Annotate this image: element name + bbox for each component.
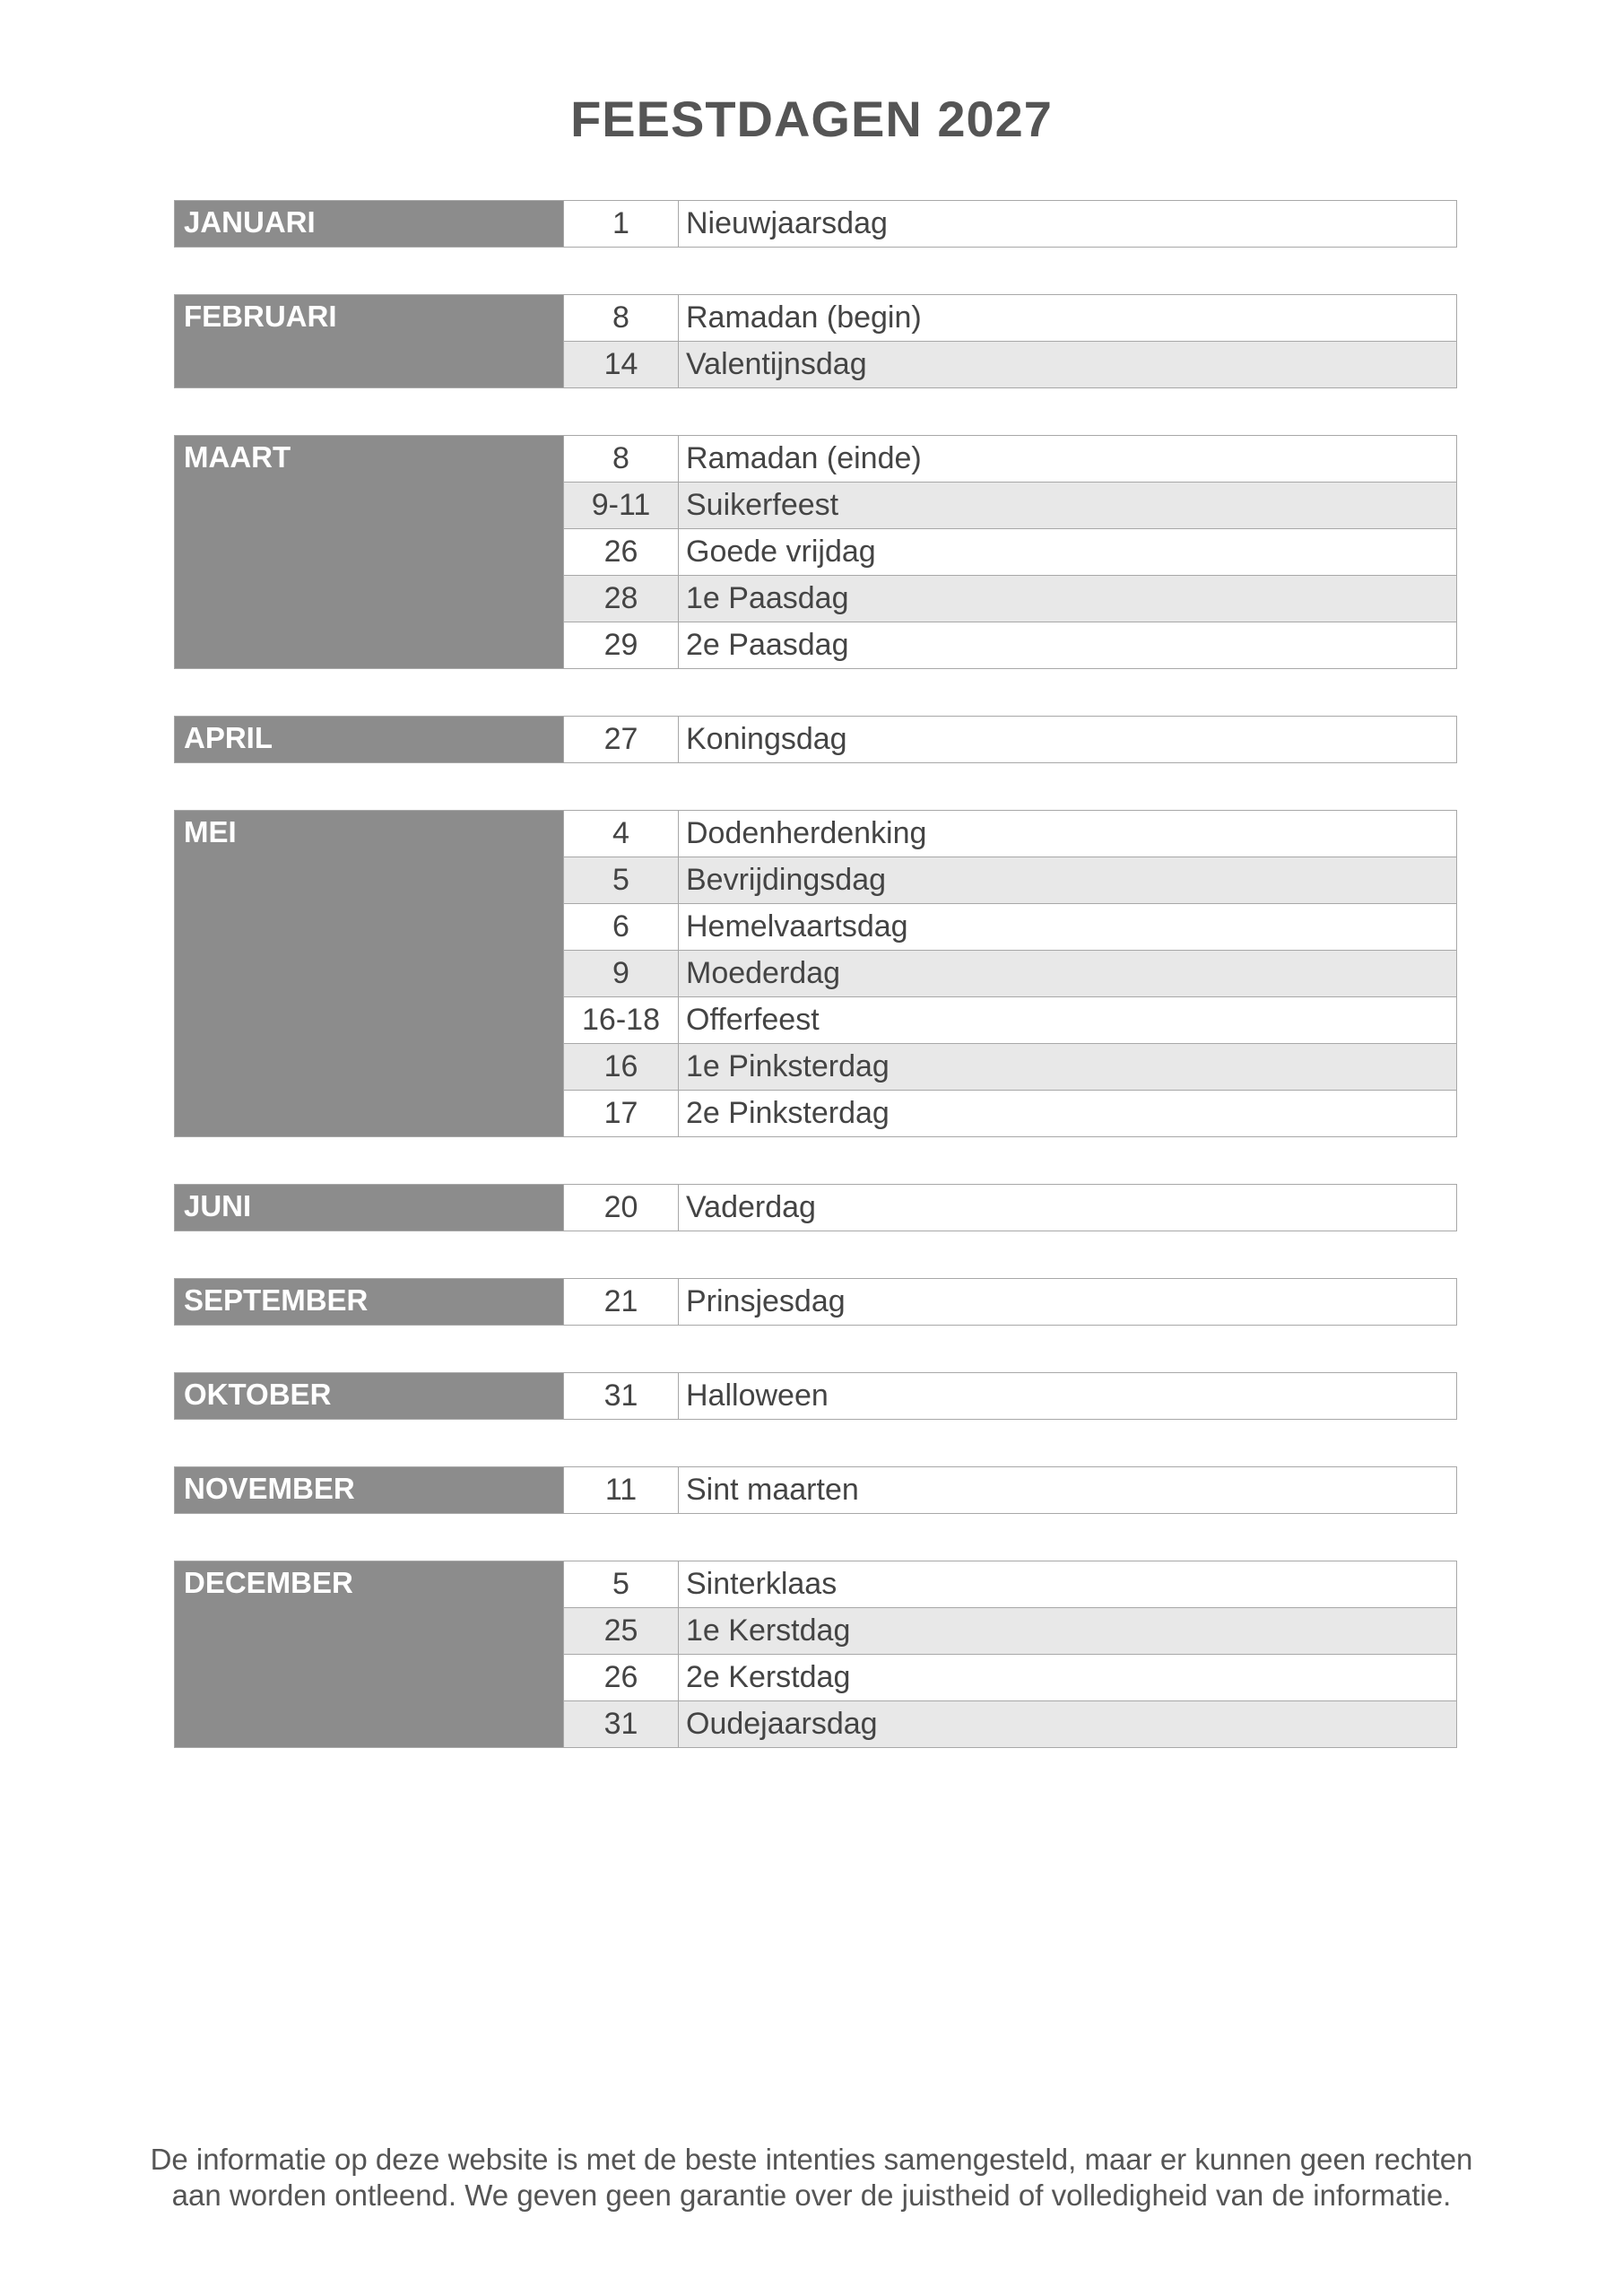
month-name: OKTOBER <box>175 1373 564 1419</box>
holiday-name: Prinsjesdag <box>686 1284 846 1318</box>
holiday-name: Koningsdag <box>686 722 847 756</box>
holiday-name: Ramadan (einde) <box>686 441 922 475</box>
holiday-row <box>564 529 1456 576</box>
holiday-list <box>564 1561 1456 1747</box>
holiday-row <box>564 1044 1456 1091</box>
holiday-day: 11 <box>564 1467 679 1513</box>
month-name: JANUARI <box>175 201 564 247</box>
holiday-name: Offerfeest <box>686 1003 820 1037</box>
holiday-name: Dodenherdenking <box>686 816 927 850</box>
holiday-row <box>564 622 1456 668</box>
holiday-name: Goede vrijdag <box>686 535 876 569</box>
holiday-table <box>174 200 1457 1795</box>
holiday-row <box>564 201 1456 247</box>
holiday-day: 8 <box>564 295 679 341</box>
holiday-name: Sint maarten <box>686 1473 859 1507</box>
month-block-mei <box>174 810 1457 1137</box>
holiday-row <box>564 436 1456 483</box>
holiday-name: 2e Paasdag <box>686 628 849 662</box>
holiday-day: 31 <box>564 1701 679 1747</box>
holiday-name: Hemelvaartsdag <box>686 909 908 944</box>
holiday-day: 20 <box>564 1185 679 1231</box>
holiday-list <box>564 436 1456 668</box>
holiday-day: 1 <box>564 201 679 247</box>
month-block-december <box>174 1561 1457 1748</box>
holiday-list <box>564 1185 1456 1231</box>
disclaimer-line-2: aan worden ontleend. We geven geen garantie over de juistheid of volledigheid van de informatie. <box>171 2179 1452 2212</box>
month-block-oktober <box>174 1372 1457 1420</box>
month-name: FEBRUARI <box>175 295 564 387</box>
month-block-juni <box>174 1184 1457 1231</box>
month-name: NOVEMBER <box>175 1467 564 1513</box>
holiday-name: Suikerfeest <box>686 488 839 522</box>
month-name: APRIL <box>175 717 564 762</box>
holiday-row <box>564 1279 1456 1325</box>
holiday-day: 6 <box>564 904 679 950</box>
holiday-row <box>564 811 1456 857</box>
holiday-day: 26 <box>564 529 679 575</box>
holiday-name: 1e Paasdag <box>686 581 849 615</box>
holiday-row <box>564 1655 1456 1701</box>
holiday-name: Halloween <box>686 1378 829 1413</box>
holiday-day: 9-11 <box>564 483 679 528</box>
holiday-name: 2e Pinksterdag <box>686 1096 890 1130</box>
holiday-row <box>564 1561 1456 1608</box>
holiday-day: 17 <box>564 1091 679 1136</box>
month-block-januari <box>174 200 1457 248</box>
month-name: JUNI <box>175 1185 564 1231</box>
holiday-day: 14 <box>564 342 679 387</box>
holiday-row <box>564 1185 1456 1231</box>
holiday-list <box>564 295 1456 387</box>
holiday-list <box>564 717 1456 762</box>
holiday-name: 1e Pinksterdag <box>686 1049 890 1083</box>
holiday-row <box>564 904 1456 951</box>
holiday-day: 25 <box>564 1608 679 1654</box>
month-block-februari <box>174 294 1457 388</box>
holiday-day: 26 <box>564 1655 679 1700</box>
holiday-name: 1e Kerstdag <box>686 1613 851 1648</box>
holiday-day: 4 <box>564 811 679 857</box>
holiday-day: 5 <box>564 1561 679 1607</box>
holiday-day: 9 <box>564 951 679 996</box>
holiday-day: 29 <box>564 622 679 668</box>
holiday-name: Vaderdag <box>686 1190 816 1224</box>
month-name: DECEMBER <box>175 1561 564 1747</box>
holiday-list <box>564 1467 1456 1513</box>
holiday-row <box>564 342 1456 387</box>
holiday-row <box>564 1373 1456 1419</box>
holiday-name: Bevrijdingsdag <box>686 863 887 897</box>
month-block-september <box>174 1278 1457 1326</box>
holiday-row <box>564 576 1456 622</box>
holiday-name: 2e Kerstdag <box>686 1660 851 1694</box>
holiday-name: Moederdag <box>686 956 841 990</box>
holiday-row <box>564 483 1456 529</box>
month-name: MAART <box>175 436 564 668</box>
disclaimer <box>0 2142 1623 2213</box>
holiday-day: 5 <box>564 857 679 903</box>
holiday-row <box>564 857 1456 904</box>
month-block-maart <box>174 435 1457 669</box>
holiday-name: Valentijnsdag <box>686 347 867 381</box>
month-block-april <box>174 716 1457 763</box>
holiday-row <box>564 997 1456 1044</box>
holiday-row <box>564 295 1456 342</box>
disclaimer-line-1: De informatie op deze website is met de beste intenties samengesteld, maar er kunnen geen rechten <box>150 2143 1473 2176</box>
holiday-day: 16 <box>564 1044 679 1090</box>
holiday-row <box>564 1091 1456 1136</box>
holiday-day: 27 <box>564 717 679 762</box>
holiday-name: Ramadan (begin) <box>686 300 922 335</box>
holiday-day: 28 <box>564 576 679 622</box>
holiday-row <box>564 1608 1456 1655</box>
holiday-row <box>564 1701 1456 1747</box>
holiday-row <box>564 1467 1456 1513</box>
holiday-list <box>564 811 1456 1136</box>
holiday-list <box>564 1279 1456 1325</box>
holiday-day: 16-18 <box>564 997 679 1043</box>
month-block-november <box>174 1466 1457 1514</box>
page-title: FEESTDAGEN 2027 <box>570 91 1053 147</box>
holiday-day: 8 <box>564 436 679 482</box>
holiday-day: 31 <box>564 1373 679 1419</box>
holiday-day: 21 <box>564 1279 679 1325</box>
holiday-name: Sinterklaas <box>686 1567 838 1601</box>
month-name: SEPTEMBER <box>175 1279 564 1325</box>
holiday-list <box>564 201 1456 247</box>
holiday-name: Nieuwjaarsdag <box>686 206 888 240</box>
holiday-name: Oudejaarsdag <box>686 1707 878 1741</box>
holiday-row <box>564 717 1456 762</box>
month-name: MEI <box>175 811 564 1136</box>
holiday-row <box>564 951 1456 997</box>
holiday-list <box>564 1373 1456 1419</box>
